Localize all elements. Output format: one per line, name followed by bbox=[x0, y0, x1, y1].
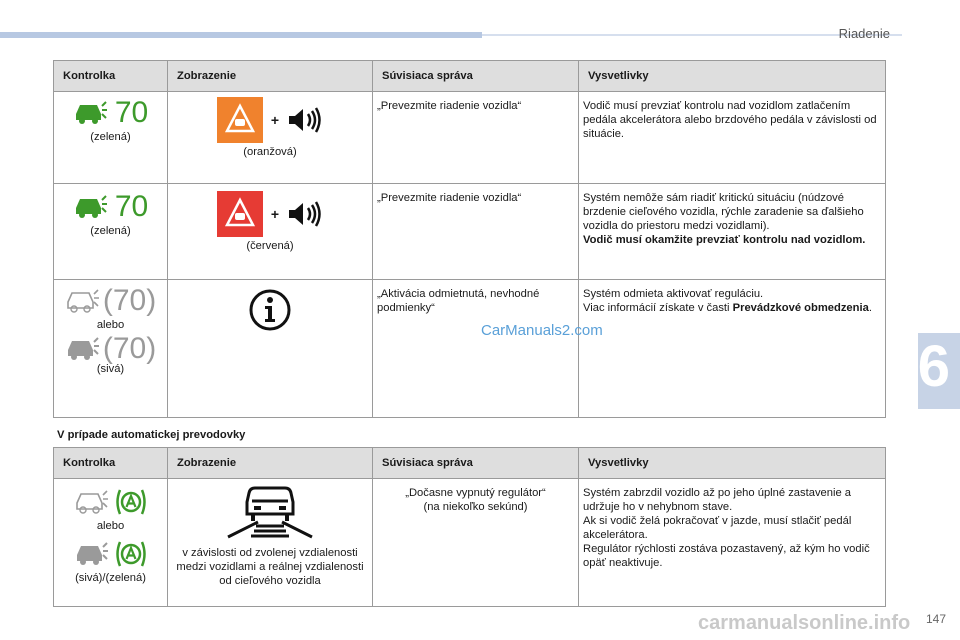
adaptive-cruise-icon bbox=[73, 100, 107, 126]
column-header: Kontrolka bbox=[54, 61, 168, 92]
table-header-row bbox=[54, 61, 886, 92]
indicator-cell bbox=[54, 280, 168, 418]
column-header: Zobrazenie bbox=[168, 448, 373, 479]
explanation-cell bbox=[579, 184, 886, 280]
display-cell bbox=[168, 92, 373, 184]
explanation-ref-suffix: . bbox=[868, 302, 872, 314]
page-number: 147 bbox=[925, 612, 946, 626]
section-reference-link[interactable]: Prevádzkové obmedzenia bbox=[732, 302, 869, 314]
section-title: Riadenie bbox=[838, 26, 890, 41]
table-row bbox=[54, 184, 886, 280]
indicator-table bbox=[53, 60, 886, 418]
or-label: alebo bbox=[96, 520, 125, 532]
column-header: Vysvetlivky bbox=[579, 448, 886, 479]
color-caption: (zelená) bbox=[90, 131, 131, 143]
indicator-cell bbox=[54, 92, 168, 184]
info-icon bbox=[248, 288, 292, 332]
explanation-text: Systém zabrzdil vozidlo až po jeho úplné zastavenie a udržuje ho v nehybnom stave. bbox=[583, 487, 852, 513]
subsection-title: V prípade automatickej prevodovky bbox=[57, 429, 246, 441]
message-cell: „Prevezmite riadenie vozidla“ bbox=[373, 184, 579, 280]
sound-icon bbox=[287, 107, 323, 133]
vehicle-distance-icon bbox=[220, 484, 320, 540]
column-header: Zobrazenie bbox=[168, 61, 373, 92]
footer-watermark: carmanualsonline.info bbox=[698, 612, 911, 634]
column-header: Vysvetlivky bbox=[579, 61, 886, 92]
chapter-number: 6 bbox=[917, 334, 950, 399]
or-label: alebo bbox=[96, 319, 125, 331]
color-caption: (sivá) bbox=[96, 363, 125, 375]
take-control-warning-icon bbox=[217, 191, 263, 237]
speed-value: (70) bbox=[102, 332, 157, 365]
column-header: Súvisiaca správa bbox=[373, 61, 579, 92]
column-header: Súvisiaca správa bbox=[373, 448, 579, 479]
table-header-row bbox=[54, 448, 886, 479]
adaptive-cruise-grey-icon bbox=[74, 541, 108, 567]
table-row bbox=[54, 280, 886, 418]
explanation-text: Systém odmieta aktivovať reguláciu. bbox=[583, 288, 764, 300]
adaptive-cruise-grey-icon bbox=[65, 336, 99, 362]
explanation-text: Systém nemôže sám riadiť kritickú situáciu (núdzové brzdenie cieľového vozidla, rýchle zaradenie sa ďalšieho vozidla do priestoru medzi vozidlami). bbox=[583, 192, 864, 232]
adaptive-cruise-outline-icon bbox=[74, 489, 108, 515]
column-header: Kontrolka bbox=[54, 448, 168, 479]
plus-sign: + bbox=[270, 206, 280, 222]
table-row bbox=[54, 92, 886, 184]
automatic-gearbox-table bbox=[53, 447, 886, 607]
speed-value: (70) bbox=[102, 284, 157, 317]
explanation-cell bbox=[579, 280, 886, 418]
display-caption: (oranžová) bbox=[243, 146, 297, 158]
explanation-text: Regulátor rýchlosti zostáva pozastavený, až kým ho vodič opäť neaktivuje. bbox=[583, 543, 870, 569]
top-accent-bar bbox=[0, 32, 482, 38]
display-caption: (červená) bbox=[246, 240, 294, 252]
indicator-cell bbox=[54, 184, 168, 280]
message-cell bbox=[373, 479, 579, 607]
watermark: CarManuals2.com bbox=[481, 322, 603, 339]
message-line: „Dočasne vypnutý regulátor“ bbox=[405, 487, 546, 499]
explanation-cell bbox=[579, 479, 886, 607]
display-cell bbox=[168, 479, 373, 607]
adaptive-cruise-icon bbox=[73, 194, 107, 220]
explanation-emphasis: Vodič musí okamžite prevziať kontrolu nad vozidlom. bbox=[583, 234, 866, 246]
explanation-cell: Vodič musí prevziať kontrolu nad vozidlom zatlačením pedála akcelerátora alebo brzdového pedála v závislosti od situácie. bbox=[579, 92, 886, 184]
display-cell bbox=[168, 280, 373, 418]
plus-sign: + bbox=[270, 112, 280, 128]
speed-value: 70 bbox=[114, 96, 149, 129]
auto-hold-icon bbox=[114, 539, 148, 569]
color-caption: (zelená) bbox=[90, 225, 131, 237]
message-line: (na niekoľko sekúnd) bbox=[423, 501, 528, 513]
take-control-warning-icon bbox=[217, 97, 263, 143]
indicator-cell bbox=[54, 479, 168, 607]
explanation-text: Ak si vodič želá pokračovať v jazde, musí stlačiť pedál akcelerátora. bbox=[583, 515, 852, 541]
adaptive-cruise-outline-icon bbox=[65, 288, 99, 314]
sound-icon bbox=[287, 201, 323, 227]
speed-value: 70 bbox=[114, 190, 149, 223]
explanation-ref-prefix: Viac informácií získate v časti bbox=[583, 302, 733, 314]
message-cell: „Prevezmite riadenie vozidla“ bbox=[373, 92, 579, 184]
table-row bbox=[54, 479, 886, 607]
auto-hold-icon bbox=[114, 487, 148, 517]
display-caption: v závislosti od zvolenej vzdialenosti medzi vozidlami a reálnej vzdialenosti od cieľového vozidla bbox=[176, 547, 364, 587]
color-caption: (sivá)/(zelená) bbox=[75, 572, 146, 584]
display-cell bbox=[168, 184, 373, 280]
message-cell: „Aktivácia odmietnutá, nevhodné podmienky“ bbox=[373, 280, 579, 418]
